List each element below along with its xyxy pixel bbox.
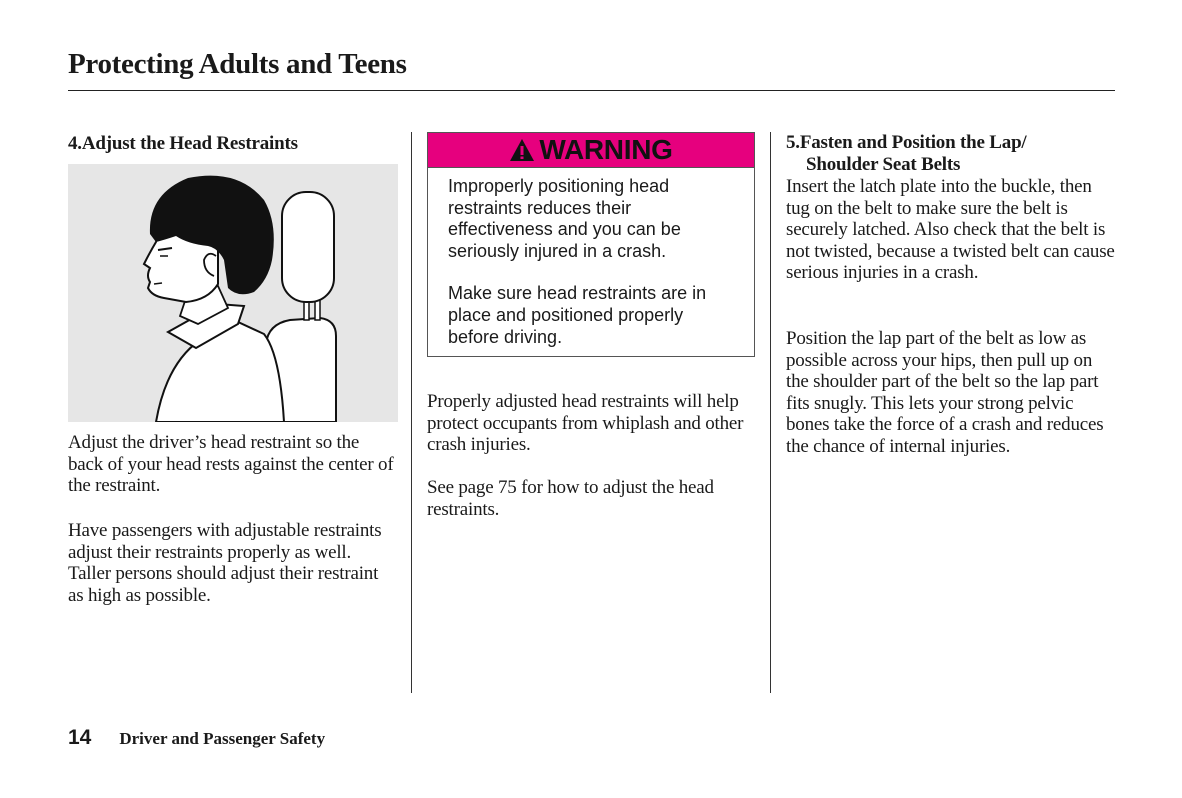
page-reference-text: See page 75 for how to adjust the head restraints. [427,477,714,520]
warning-text-2: Make sure head restraints are in place and positioned properly before driving. [448,283,707,347]
warning-text-1: Improperly positioning head restraints reduces their effectiveness and you can be seriously injured in a crash. [448,176,681,261]
driver-head-restraint-image [68,164,398,422]
footer-section-name: Driver and Passenger Safety [119,729,326,748]
seat-belt-heading-line1: 5.Fasten and Position the Lap/ [786,132,1027,153]
column-head-restraints [68,132,398,606]
column-divider-2 [770,132,771,693]
whiplash-protection-text: Properly adjusted head restraints will help protect occupants from whiplash and other crash injuries. [427,391,744,456]
page-footer [68,726,325,750]
seat-belt-heading-line2: Shoulder Seat Belts [806,154,961,175]
title-divider [68,90,1115,91]
warning-header [428,133,754,168]
column-divider-1 [411,132,412,693]
warning-box [427,132,755,357]
page-number: 14 [68,726,92,749]
section-heading-head-restraints: 4.Adjust the Head Restraints [68,133,298,154]
lap-belt-position-text: Position the lap part of the belt as low as possible across your hips, then pull up on the shoulder part of the belt so the lap part fits snugly. This lets your strong pelvic bones take the force of a crash and reduces the chance of internal injuries. [786,328,1104,457]
head-restraint-adjust-text: Adjust the driver’s head restraint so the back of your head rests against the center of the restraint. [68,432,394,497]
page-title: Protecting Adults and Teens [68,48,407,80]
warning-label: WARNING [539,134,673,165]
head-restraint-illustration [68,164,398,422]
warning-body [428,168,754,348]
warning-triangle-icon [509,138,535,162]
passenger-restraint-text: Have passengers with adjustable restraints adjust their restraints properly as well. Taller persons should adjust their restraint as high as possible. [68,520,382,606]
section-heading-seat-belts [786,132,1116,176]
latch-plate-text: Insert the latch plate into the buckle, then tug on the belt to make sure the belt is securely latched. Also check that the belt is not twisted, because a twisted belt can cause serious injuries in a crash. [786,176,1115,284]
